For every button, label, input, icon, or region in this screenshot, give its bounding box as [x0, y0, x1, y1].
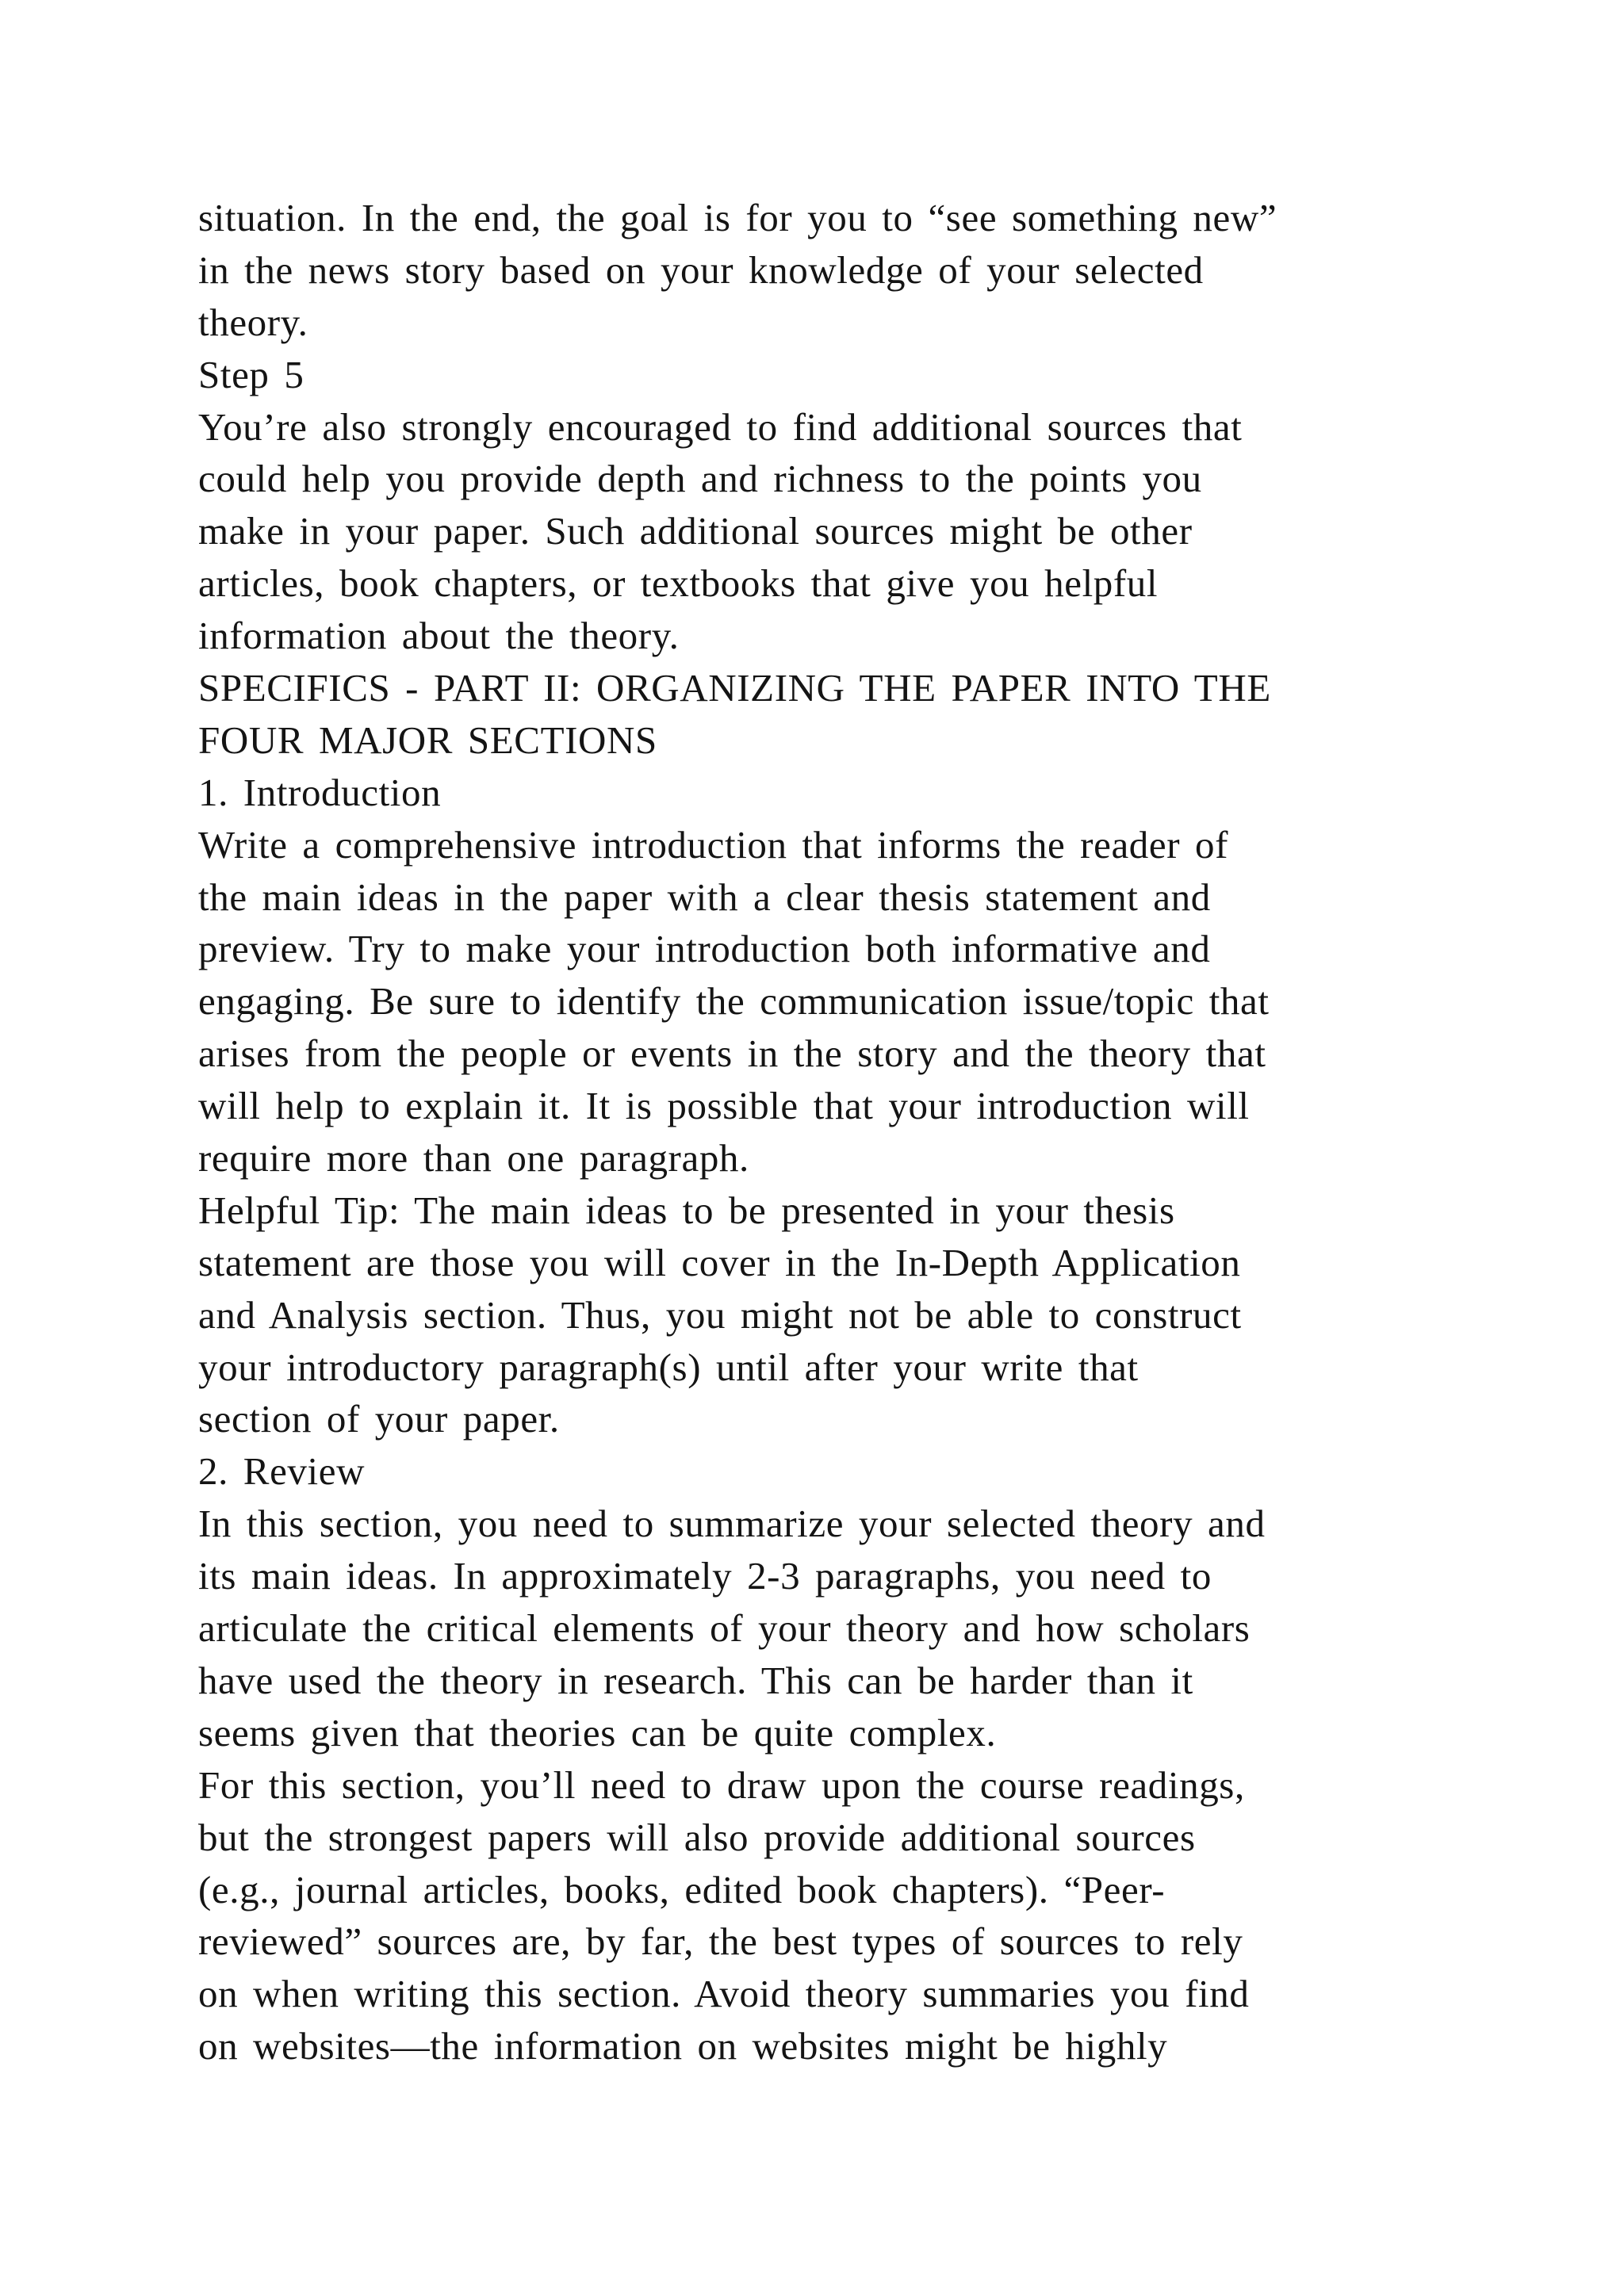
section-heading: FOUR MAJOR SECTIONS: [198, 718, 657, 762]
text-line: have used the theory in research. This can be harder than it: [198, 1658, 1193, 1702]
text-line: reviewed” sources are, by far, the best types of sources to rely: [198, 1919, 1243, 1964]
text-line: on websites—the information on websites might be highly: [198, 2024, 1168, 2068]
text-line: section of your paper.: [198, 1397, 560, 1441]
text-line: For this section, you’ll need to draw upon the course readings,: [198, 1762, 1245, 1807]
text-line: articulate the critical elements of your theory and how scholars: [198, 1606, 1251, 1651]
text-line: in the news story based on your knowledge of your selected: [198, 247, 1204, 292]
text-line: information about the theory.: [198, 614, 680, 658]
text-line: preview. Try to make your introduction both informative and: [198, 927, 1211, 971]
subsection-heading: 1. Introduction: [198, 770, 442, 814]
step-heading: Step 5: [198, 352, 304, 396]
text-line: the main ideas in the paper with a clear thesis statement and: [198, 874, 1211, 919]
text-line: In this section, you need to summarize your selected theory and: [198, 1502, 1266, 1546]
text-line: Helpful Tip: The main ideas to be presented in your thesis: [198, 1188, 1175, 1232]
text-line: articles, book chapters, or textbooks that give you helpful: [198, 561, 1159, 606]
text-line: its main ideas. In approximately 2-3 paragraphs, you need to: [198, 1554, 1212, 1598]
text-line: Write a comprehensive introduction that informs the reader of: [198, 822, 1229, 867]
text-line: could help you provide depth and richness to the points you: [198, 457, 1202, 501]
section-heading: SPECIFICS - PART II: ORGANIZING THE PAPER INTO THE: [198, 666, 1271, 710]
text-line: seems given that theories can be quite complex.: [198, 1710, 997, 1755]
text-line: will help to explain it. It is possible that your introduction will: [198, 1084, 1250, 1128]
subsection-heading: 2. Review: [198, 1449, 366, 1494]
text-line: You’re also strongly encouraged to find additional sources that: [198, 404, 1243, 449]
text-line: engaging. Be sure to identify the communication issue/topic that: [198, 979, 1270, 1024]
text-line: (e.g., journal articles, books, edited book chapters). “Peer-: [198, 1867, 1166, 1911]
text-line: make in your paper. Such additional sources might be other: [198, 509, 1193, 553]
text-line: situation. In the end, the goal is for you to “see something new”: [198, 196, 1277, 239]
text-line: on when writing this section. Avoid theory summaries you find: [198, 1972, 1250, 2016]
text-line: arises from the people or events in the story and the theory that: [198, 1031, 1266, 1076]
text-line: theory.: [198, 300, 308, 344]
text-line: but the strongest papers will also provide additional sources: [198, 1815, 1196, 1859]
text-line: statement are those you will cover in the In-Depth Application: [198, 1240, 1241, 1284]
document-body: [198, 192, 1435, 2072]
text-line: require more than one paragraph.: [198, 1136, 749, 1181]
text-line: your introductory paragraph(s) until after your write that: [198, 1345, 1139, 1389]
text-line: and Analysis section. Thus, you might not be able to construct: [198, 1292, 1242, 1337]
